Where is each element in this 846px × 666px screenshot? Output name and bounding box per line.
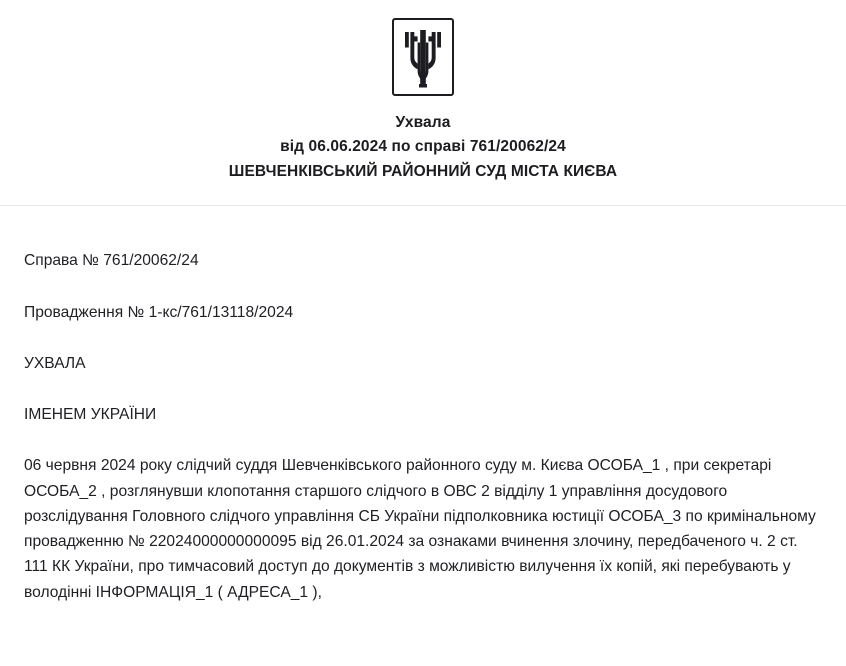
main-paragraph: 06 червня 2024 року слідчий суддя Шевченківського районного суду м. Києва ОСОБА_1 , при секретарі ОСОБА_2 , розглянувши клопотання старшого слідчого в ОВС 2 відділу 1 управління досудового розслідування Головного слідчого управління СБ України підполковника юстиції ОСОБА_3 по кримінальному провадженню № 22024000000000095 від 26.01.2024 за ознаками вчинення злочину, передбаченого ч. 2 ст. 111 КК України, про тимчасовий доступ до документів з можливістю вилучення їх копій, які перебувають у володінні ІНФОРМАЦІЯ_1 ( АДРЕСА_1 ),: [24, 457, 816, 601]
decision-title-line: УХВАЛА: [24, 354, 86, 372]
case-number-line: Справа № 761/20062/24: [24, 252, 199, 270]
ukraine-trident-emblem: [392, 18, 454, 96]
document-subtitle: від 06.06.2024 по справі 761/20062/24: [280, 138, 566, 156]
document-body: [0, 206, 846, 615]
document-header: [0, 0, 846, 206]
document-court-name: ШЕВЧЕНКІВСЬКИЙ РАЙОННИЙ СУД МІСТА КИЄВА: [228, 162, 618, 180]
document-type-title: Ухвала: [395, 114, 451, 131]
proceeding-number-line: Провадження № 1-кс/761/13118/2024: [24, 303, 294, 321]
in-name-of-ukraine-line: ІМЕНЕМ УКРАЇНИ: [24, 406, 157, 424]
